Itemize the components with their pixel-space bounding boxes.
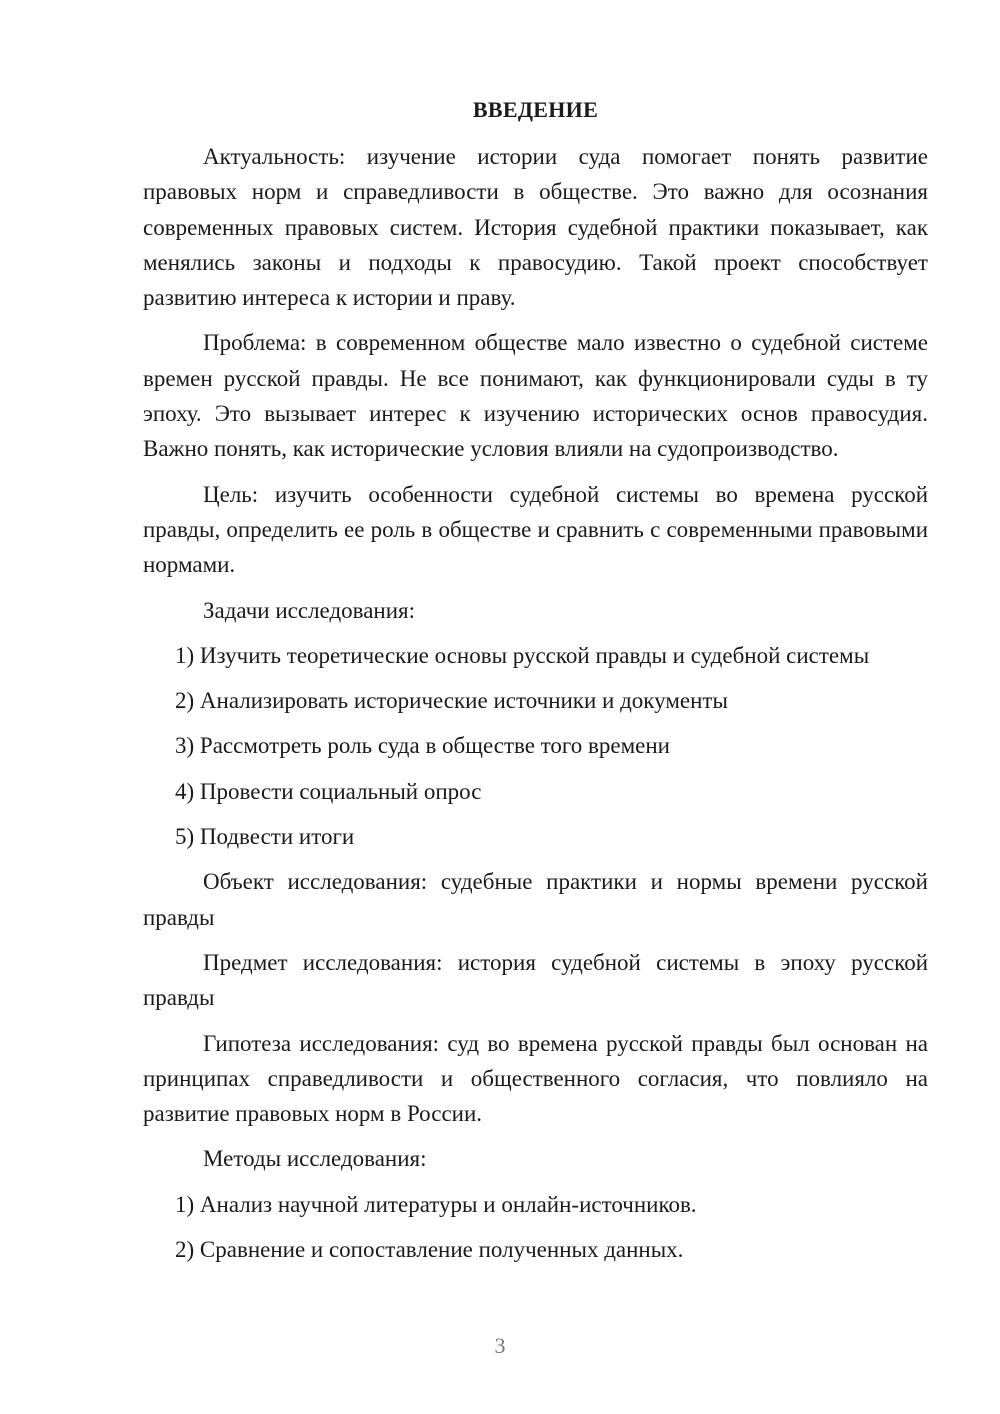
paragraph-goal: Цель: изучить особенности судебной системы во времена русской правды, определить ее роль в обществе и сравнить с современными правовыми нормами. — [143, 481, 928, 578]
paragraph-hypothesis: Гипотеза исследования: суд во времена русской правды был основан на принципах справедливости и общественного согласия, что повлияло на развитие правовых норм в России. — [143, 1030, 928, 1127]
method-item: 1) Анализ научной литературы и онлайн-источников. — [175, 1191, 697, 1217]
page-number: 3 — [494, 1333, 506, 1358]
paragraph-problem: Проблема: в современном обществе мало известно о судебной системе времен русской правды. Не все понимают, как функционировали суды в ту эпоху. Это вызывает интерес к изучению исторических основ правосудия. Важно понять, как исторические условия влияли на судопроизводство. — [143, 330, 928, 462]
tasks-heading: Задачи исследования: — [203, 597, 416, 623]
paragraph-relevance: Актуальность: изучение истории суда помогает понять развитие правовых норм и справедливости в обществе. Это важно для осознания современных правовых систем. История судебной практики показывает, как менялись законы и подходы к правосудию. Такой проект способствует развитию интереса к истории и праву. — [143, 144, 928, 311]
method-item: 2) Сравнение и сопоставление полученных данных. — [175, 1237, 684, 1263]
paragraph-object: Объект исследования: судебные практики и нормы времени русской правды — [143, 869, 928, 930]
section-title: ВВЕДЕНИЕ — [472, 97, 599, 122]
task-item: 2) Анализировать исторические источники и документы — [175, 688, 728, 714]
task-item: 1) Изучить теоретические основы русской правды и судебной системы — [175, 642, 870, 668]
paragraph-subject: Предмет исследования: история судебной системы в эпоху русской правды — [143, 949, 928, 1011]
task-item: 5) Подвести итоги — [175, 824, 355, 850]
task-item: 3) Рассмотреть роль суда в обществе того времени — [175, 733, 670, 759]
page-content — [143, 93, 928, 1277]
methods-heading: Методы исследования: — [203, 1146, 427, 1172]
task-item: 4) Провести социальный опрос — [175, 778, 482, 804]
